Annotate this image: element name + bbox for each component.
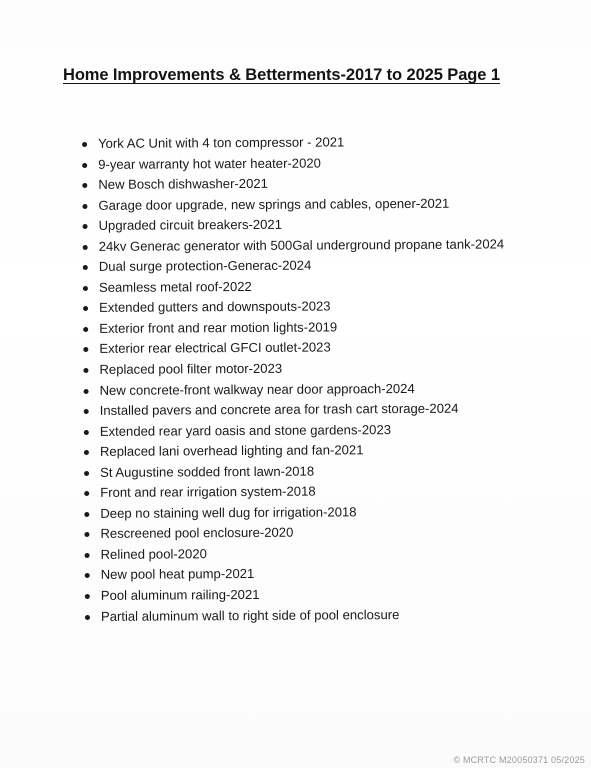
bullet-icon xyxy=(85,573,90,578)
list-item-text: New pool heat pump-2021 xyxy=(100,566,255,583)
bullet-icon xyxy=(83,286,88,291)
bullet-icon xyxy=(83,368,88,373)
watermark-text: © MCRTC M20050371 05/2025 xyxy=(453,755,585,765)
list-item-text: 24kv Generac generator with 500Gal underground propane tank-2024 xyxy=(98,236,505,254)
list-item-text: Dual surge protection-Generac-2024 xyxy=(98,257,312,275)
bullet-icon xyxy=(84,491,89,496)
list-item-text: Seamless metal roof-2022 xyxy=(98,278,252,295)
bullet-icon xyxy=(82,183,87,188)
list-item xyxy=(82,173,504,196)
list-item xyxy=(84,440,506,463)
list-item xyxy=(84,460,506,483)
list-item-text: York AC Unit with 4 ton compressor - 2021 xyxy=(98,134,345,151)
list-item xyxy=(85,542,507,565)
bullet-icon xyxy=(83,306,88,311)
bullet-icon xyxy=(82,142,87,147)
list-item-text: New concrete-front walkway near door approach-2024 xyxy=(99,380,415,398)
list-item xyxy=(83,214,505,237)
bullet-icon xyxy=(84,532,89,537)
list-item xyxy=(83,234,505,257)
list-item-text: Front and rear irrigation system-2018 xyxy=(100,483,316,501)
list-item xyxy=(84,419,506,442)
list-item-text: Installed pavers and concrete area for trash cart storage-2024 xyxy=(99,400,459,419)
bullet-icon xyxy=(83,327,88,332)
list-item-text: 9-year warranty hot water heater-2020 xyxy=(98,155,321,172)
bullet-icon xyxy=(82,204,87,209)
improvements-list xyxy=(82,131,506,627)
list-item-text: Extended gutters and downspouts-2023 xyxy=(99,298,331,316)
list-item-text: Upgraded circuit breakers-2021 xyxy=(98,216,283,234)
list-item-text: Relined pool-2020 xyxy=(100,546,207,562)
bullet-icon xyxy=(83,347,88,352)
list-item-text: Extended rear yard oasis and stone gardens-2023 xyxy=(99,421,392,439)
bullet-icon xyxy=(84,450,89,455)
list-item-text: Partial aluminum wall to right side of pool enclosure xyxy=(100,606,400,624)
bullet-icon xyxy=(84,471,89,476)
list-item xyxy=(83,316,505,339)
list-item-text: Pool aluminum railing-2021 xyxy=(100,586,260,603)
list-item-text: Garage door upgrade, new springs and cables, opener-2021 xyxy=(98,195,450,213)
list-item-text: Replaced pool filter motor-2023 xyxy=(99,360,283,377)
bullet-icon xyxy=(85,594,90,599)
list-item xyxy=(83,337,505,360)
list-item-text: Exterior rear electrical GFCI outlet-2023 xyxy=(99,339,331,357)
list-item xyxy=(84,501,506,524)
list-item xyxy=(84,399,506,422)
list-item xyxy=(85,604,507,627)
bullet-icon xyxy=(84,430,89,435)
bullet-icon xyxy=(84,409,89,414)
list-item xyxy=(83,275,505,298)
list-item xyxy=(82,152,504,175)
list-item xyxy=(84,481,506,504)
list-item xyxy=(85,563,507,586)
list-item xyxy=(84,522,506,545)
bullet-icon xyxy=(85,553,90,558)
bullet-icon xyxy=(83,245,88,250)
page-title: Home Improvements & Betterments-2017 to 2025 Page 1 xyxy=(63,66,500,84)
bullet-icon xyxy=(84,512,89,517)
list-item xyxy=(82,131,504,154)
list-item-text: Rescreened pool enclosure-2020 xyxy=(100,525,294,542)
list-item-text: Replaced lani overhead lighting and fan-2021 xyxy=(99,442,364,460)
list-item-text: St Augustine sodded front lawn-2018 xyxy=(100,463,315,480)
bullet-icon xyxy=(82,163,87,168)
list-item xyxy=(82,193,504,216)
list-item xyxy=(83,255,505,278)
bullet-icon xyxy=(83,224,88,229)
list-item xyxy=(83,357,505,380)
list-item-text: New Bosch dishwasher-2021 xyxy=(98,175,268,192)
bullet-icon xyxy=(84,389,89,394)
list-item xyxy=(84,378,506,401)
bullet-icon xyxy=(83,265,88,270)
bullet-icon xyxy=(85,615,90,620)
list-item xyxy=(85,583,507,606)
list-item-text: Deep no staining well dug for irrigation-2018 xyxy=(100,504,357,521)
list-item xyxy=(83,296,505,319)
list-item-text: Exterior front and rear motion lights-2019 xyxy=(99,319,338,336)
